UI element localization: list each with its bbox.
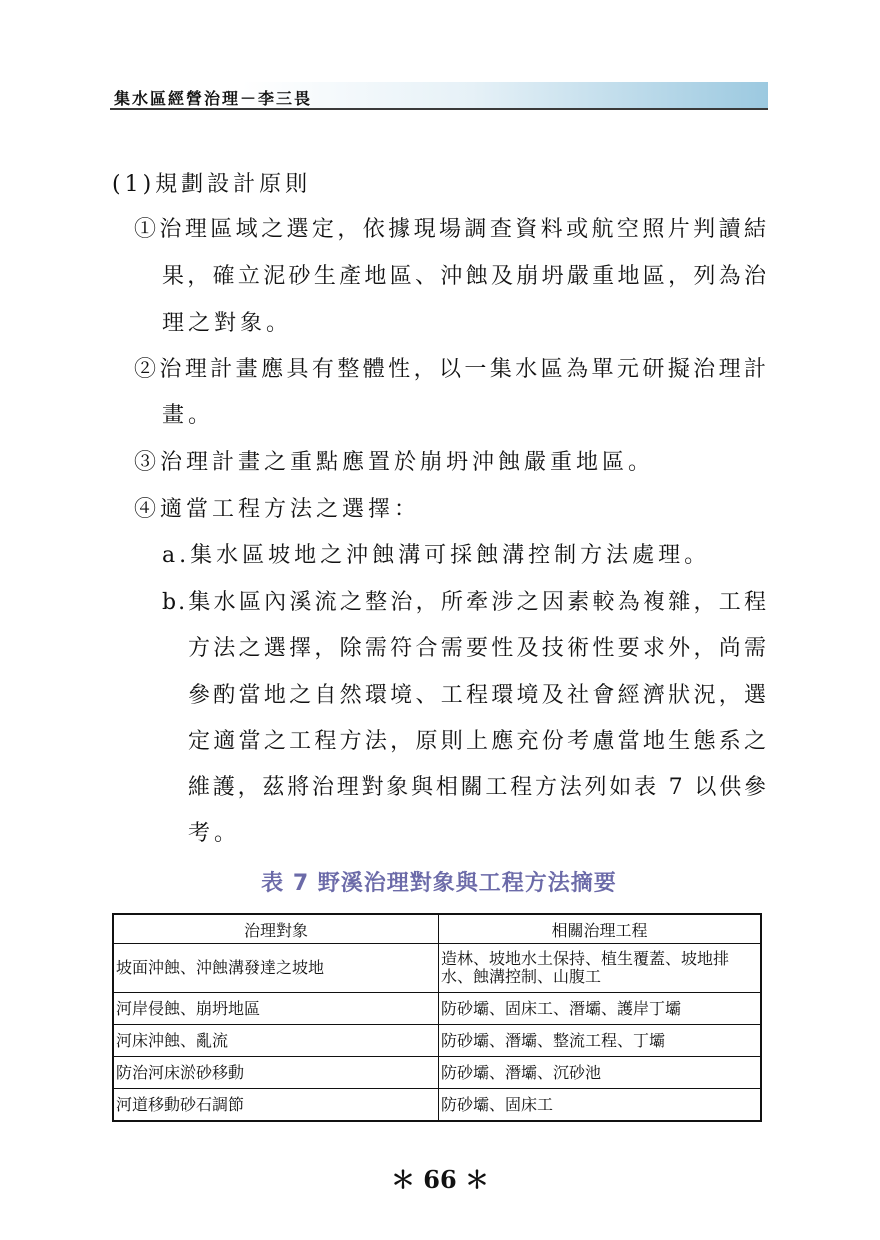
paragraph-line: 定適當之工程方法，原則上應充份考慮當地生態系之 bbox=[188, 729, 768, 754]
table-cell: 河道移動砂石調節 bbox=[113, 1089, 439, 1122]
table-row bbox=[113, 1089, 761, 1122]
paragraph-line: 方法之選擇，除需符合需要性及技術性要求外，尚需 bbox=[188, 636, 768, 661]
paragraph-line: ②治理計畫應具有整體性，以一集水區為單元研擬治理計 bbox=[134, 357, 768, 382]
paragraph-line: 維護，茲將治理對象與相關工程方法列如表 7 以供參 bbox=[188, 775, 768, 800]
paragraph-line: ①治理區域之選定，依據現場調查資料或航空照片判讀結 bbox=[134, 217, 768, 242]
paragraph-line: 果，確立泥砂生產地區、沖蝕及崩坍嚴重地區，列為治 bbox=[162, 264, 768, 289]
running-header-title: 集水區經營治理－李三畏 bbox=[114, 89, 313, 108]
table-row bbox=[113, 1057, 761, 1089]
paragraph-line: ④適當工程方法之選擇： bbox=[134, 497, 421, 522]
table-cell: 防砂壩、固床工、潛壩、護岸丁壩 bbox=[439, 993, 762, 1025]
table-cell: 坡面沖蝕、沖蝕溝發達之坡地 bbox=[113, 944, 439, 993]
section-heading: (1)規劃設計原則 bbox=[112, 172, 312, 197]
table-cell: 河床沖蝕、亂流 bbox=[113, 1025, 439, 1057]
table-cell: 防砂壩、潛壩、整流工程、丁壩 bbox=[439, 1025, 762, 1057]
table-cell: 防治河床淤砂移動 bbox=[113, 1057, 439, 1089]
column-header: 相關治理工程 bbox=[439, 914, 762, 944]
table-row bbox=[113, 993, 761, 1025]
summary-table bbox=[112, 913, 762, 1122]
paragraph-line: a.集水區坡地之沖蝕溝可採蝕溝控制方法處理。 bbox=[162, 543, 711, 568]
paragraph-line: 畫。 bbox=[162, 403, 215, 428]
table-row bbox=[113, 1025, 761, 1057]
table-title: 表 7 野溪治理對象與工程方法摘要 bbox=[261, 871, 617, 896]
paragraph-line: b.集水區內溪流之整治，所牽涉之因素較為複雜，工程 bbox=[162, 590, 768, 615]
paragraph-line: ③治理計畫之重點應置於崩坍沖蝕嚴重地區。 bbox=[134, 450, 655, 475]
table-row bbox=[113, 944, 761, 993]
table-cell: 防砂壩、潛壩、沉砂池 bbox=[439, 1057, 762, 1089]
paragraph-line: 考。 bbox=[188, 821, 241, 846]
table-cell: 河岸侵蝕、崩坍地區 bbox=[113, 993, 439, 1025]
page-number: ＊ 66 ＊ bbox=[390, 1165, 490, 1194]
column-header: 治理對象 bbox=[113, 914, 439, 944]
paragraph-line: 理之對象。 bbox=[162, 311, 293, 336]
paragraph-line: 參酌當地之自然環境、工程環境及社會經濟狀況，選 bbox=[188, 683, 768, 708]
table-header-row bbox=[113, 914, 761, 944]
table-cell: 造林、坡地水土保持、植生覆蓋、坡地排水、蝕溝控制、山腹工 bbox=[439, 944, 762, 993]
table-cell: 防砂壩、固床工 bbox=[439, 1089, 762, 1122]
